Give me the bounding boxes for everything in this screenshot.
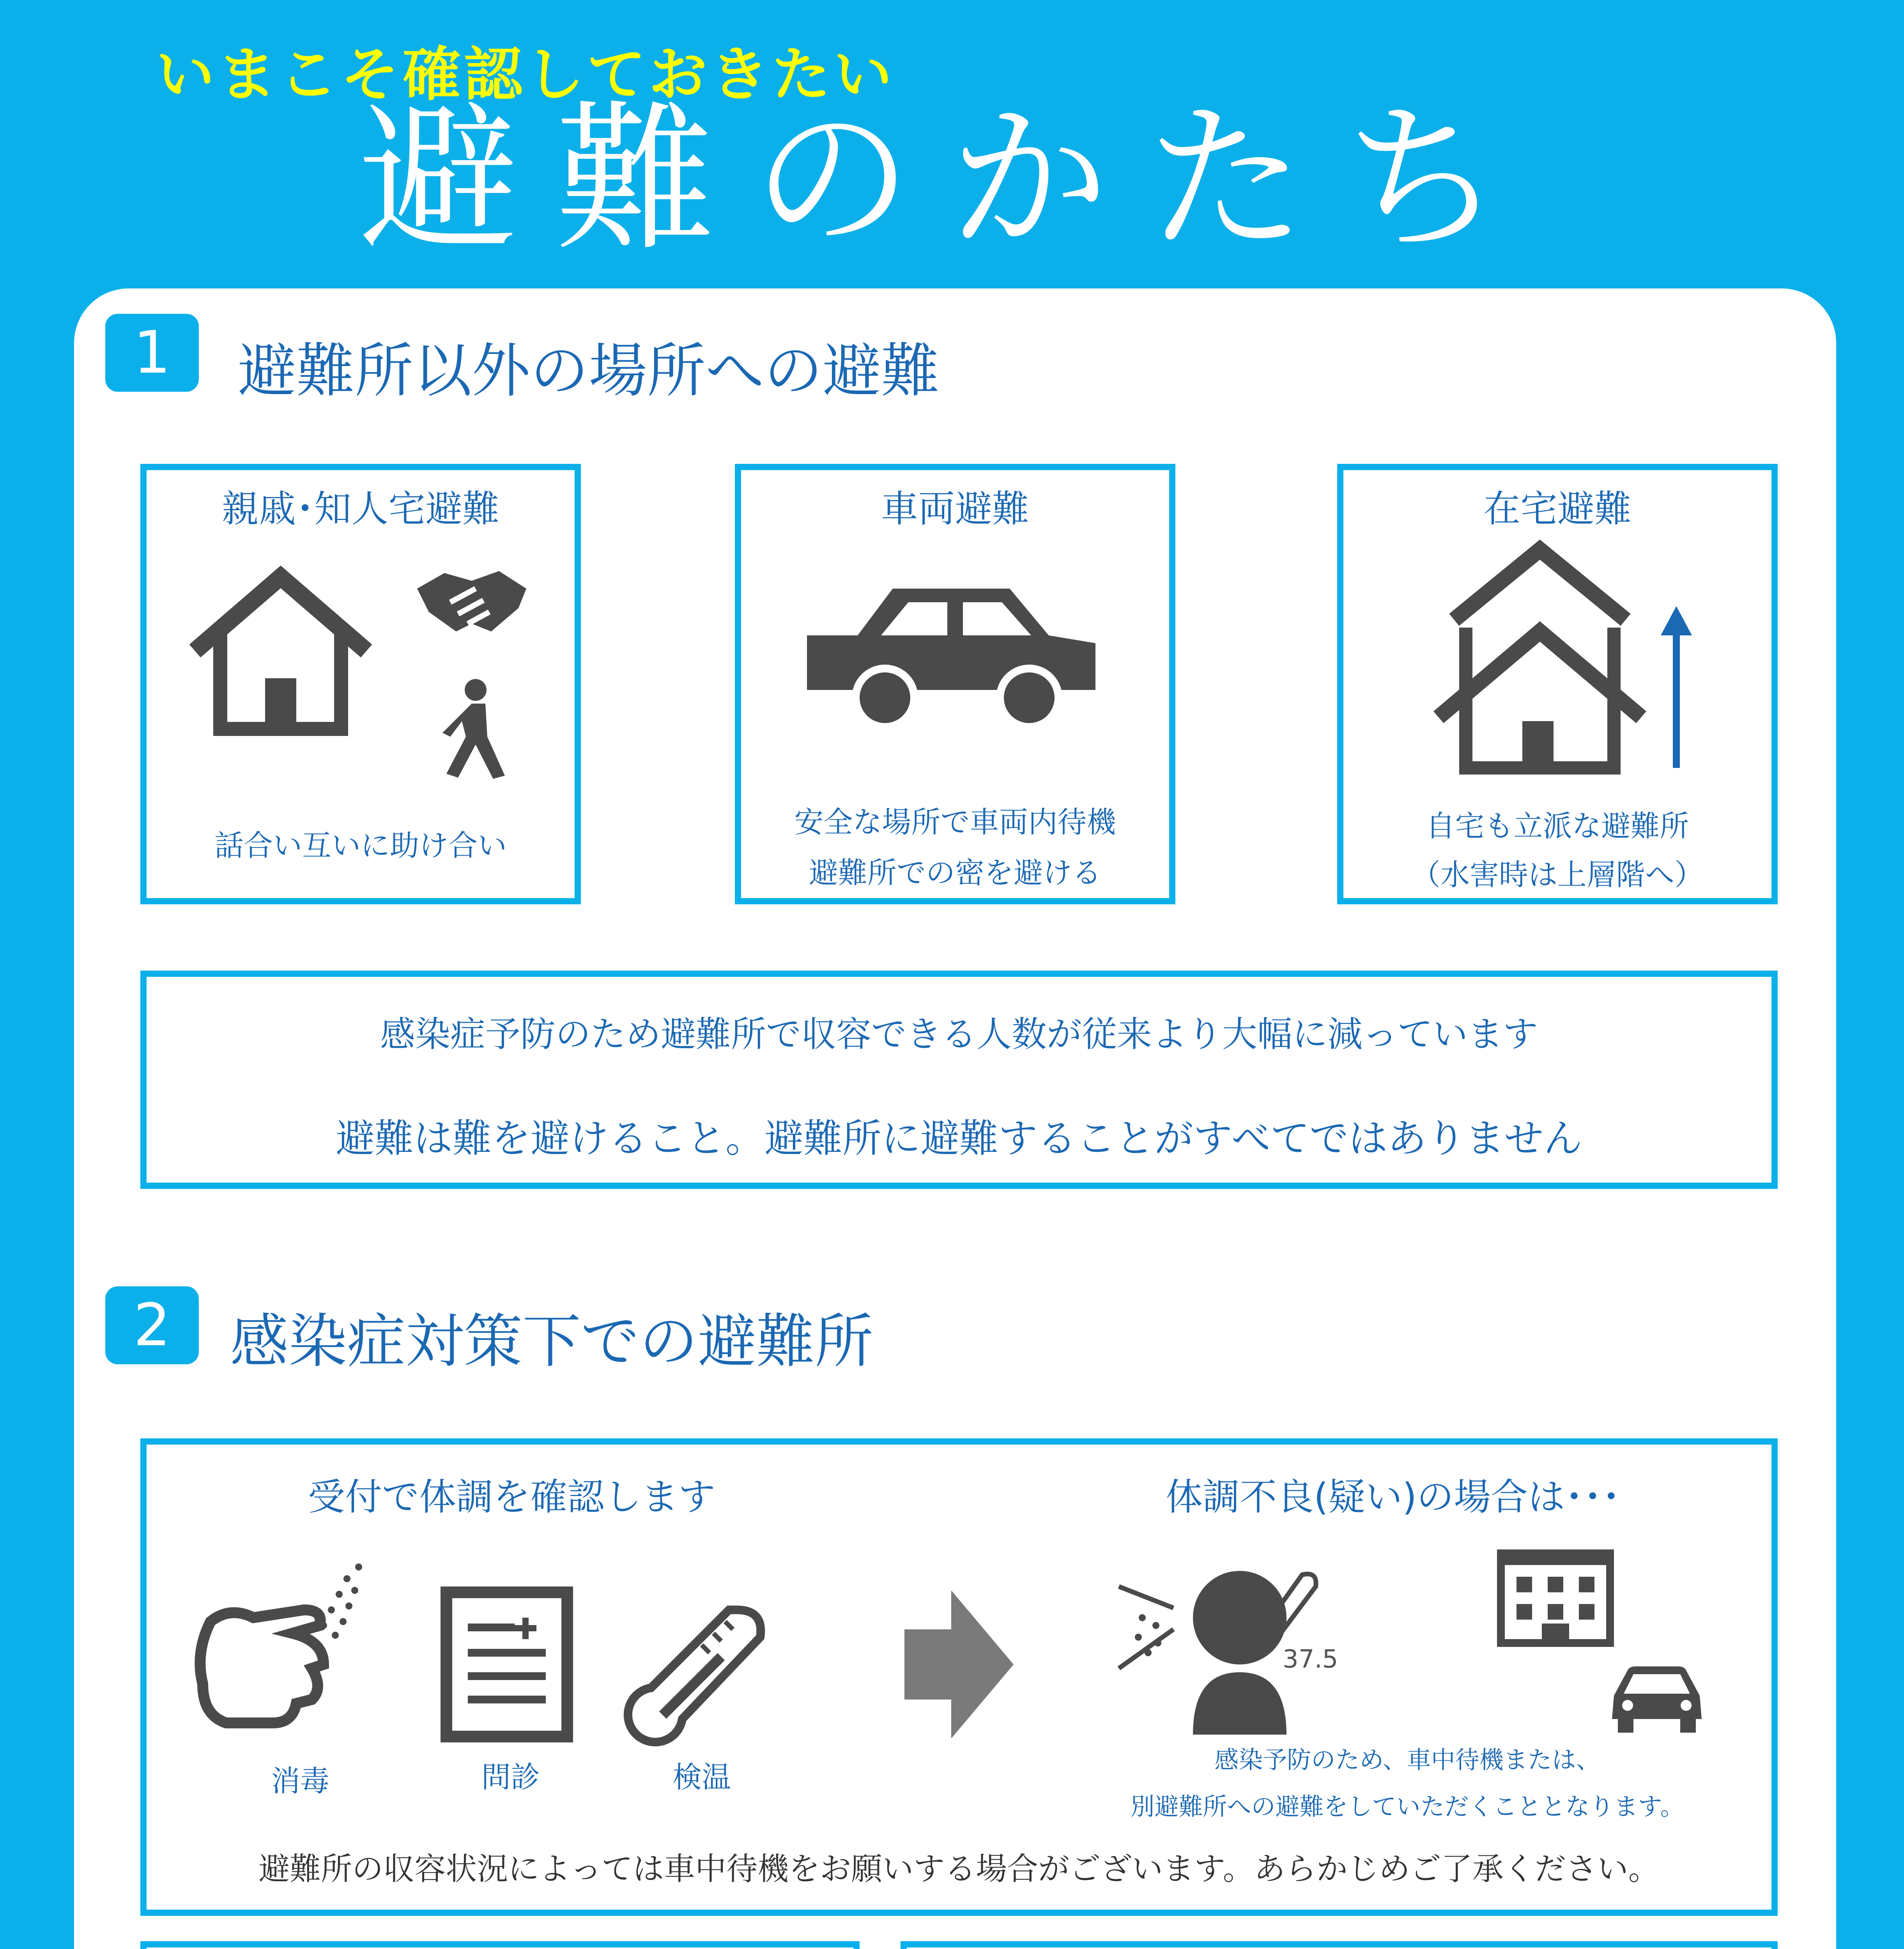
step-disinfect-label: 消毒 bbox=[271, 1764, 329, 1798]
card-vehicle-title: 車両避難 bbox=[881, 488, 1029, 531]
notice-line-1: 感染症予防のため避難所で収容できる人数が従来より大幅に減っています bbox=[380, 1014, 1538, 1055]
reception-footer: 避難所の収容状況によっては車中待機をお願いする場合がございます。あらかじめご了承ください。 bbox=[258, 1851, 1660, 1887]
page-title: 避難のかたち bbox=[359, 86, 1540, 272]
card-vehicle-line-2: 避難所での密を避ける bbox=[809, 856, 1101, 890]
zones-box bbox=[140, 1941, 860, 1949]
section-1-badge: 1 bbox=[105, 314, 199, 392]
sick-line-2: 別避難所への避難をしていただくこととなります。 bbox=[1130, 1792, 1685, 1821]
temperature-reading: 37.5 bbox=[1283, 1645, 1338, 1674]
sick-title: 体調不良(疑い)の場合は･･･ bbox=[1166, 1476, 1621, 1519]
step-temperature-label: 検温 bbox=[672, 1760, 731, 1794]
section-2-badge: 2 bbox=[105, 1286, 199, 1364]
notice-line-2: 避難は難を避けること。避難所に避難することがすべてではありません bbox=[336, 1116, 1582, 1161]
card-home-line-1: 自宅も立派な避難所 bbox=[1426, 809, 1689, 843]
section-2-heading: 感染症対策下での避難所 bbox=[230, 1308, 874, 1376]
card-relatives-line-1: 話合い互いに助け合い bbox=[214, 828, 507, 863]
section-1-heading: 避難所以外の場所への避難 bbox=[238, 337, 940, 405]
card-relatives-title: 親戚･知人宅避難 bbox=[221, 488, 500, 531]
sick-line-1: 感染予防のため、車中待機または、 bbox=[1214, 1746, 1600, 1774]
walking-person-icon bbox=[429, 678, 515, 780]
card-home-title: 在宅避難 bbox=[1483, 488, 1631, 531]
step-questionnaire-label: 問診 bbox=[481, 1760, 540, 1794]
reception-title: 受付で体調を確認します bbox=[308, 1476, 716, 1519]
thermometer-icon bbox=[624, 1602, 772, 1750]
subtitle: いまこそ確認しておきたい bbox=[156, 41, 895, 109]
house-icon bbox=[187, 565, 374, 737]
card-vehicle-line-1: 安全な場所で車両内待機 bbox=[794, 805, 1116, 839]
card-home-line-2: （水害時は上層階へ） bbox=[1411, 858, 1704, 892]
building-icon bbox=[1497, 1549, 1614, 1647]
questionnaire-icon bbox=[441, 1586, 573, 1742]
right-arrow-icon bbox=[904, 1590, 1014, 1739]
shelters-box bbox=[901, 1941, 1778, 1949]
hand-sanitizer-icon bbox=[195, 1551, 366, 1739]
multi-story-house-icon bbox=[1431, 534, 1727, 776]
car-icon bbox=[807, 581, 1095, 729]
small-car-icon bbox=[1610, 1661, 1704, 1735]
handshake-icon bbox=[413, 565, 530, 635]
